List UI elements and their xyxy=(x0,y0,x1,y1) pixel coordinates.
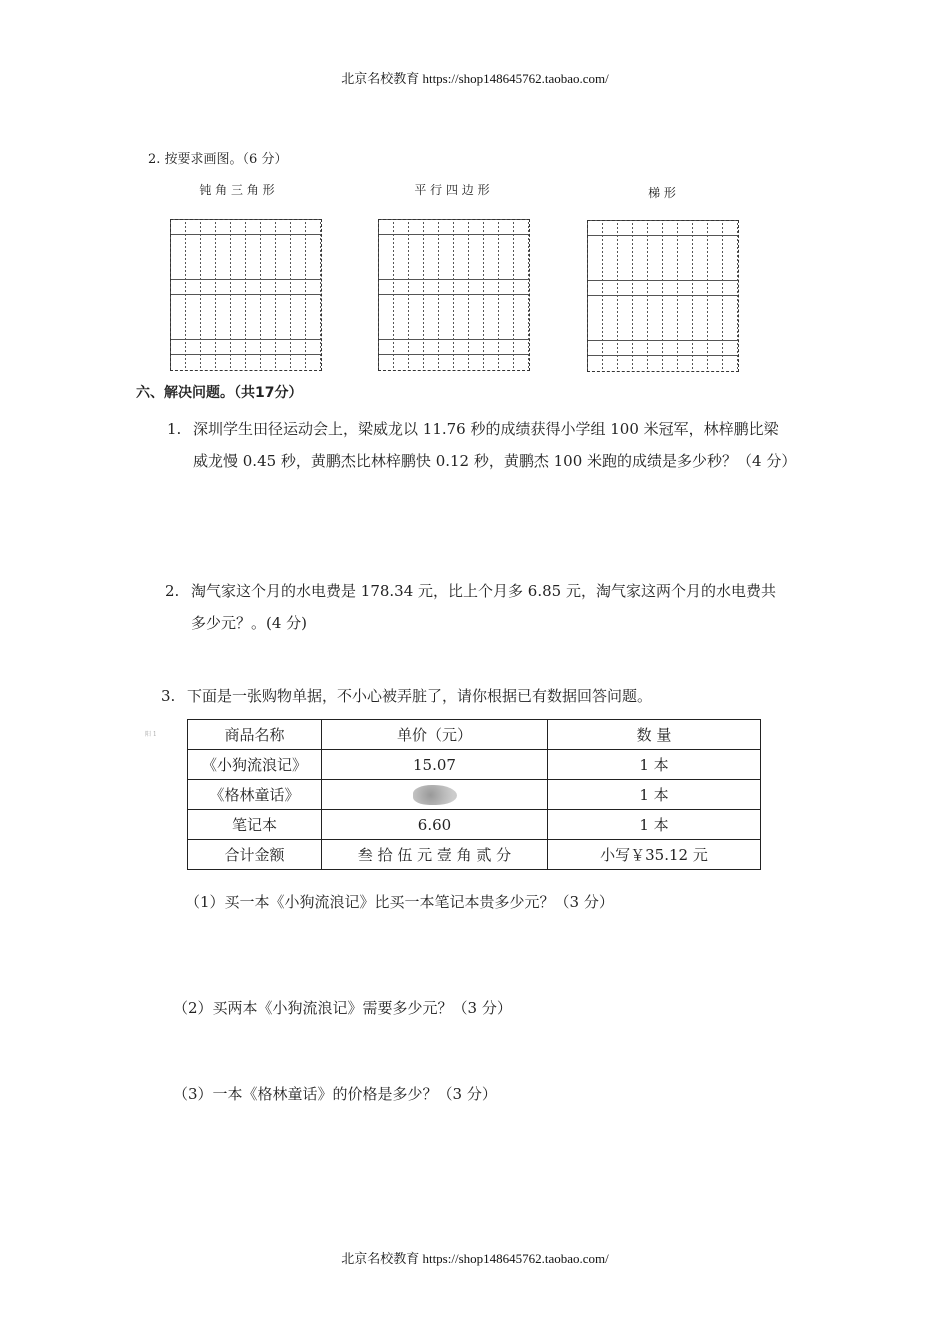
table-header-row xyxy=(188,720,761,750)
section-6-title: 六、解决问题。（共17分） xyxy=(136,385,303,401)
drawing-grid-3[interactable] xyxy=(587,220,739,372)
grid-label-parallelogram: 平 行 四 边 形 xyxy=(414,183,490,197)
question-2-title: 2. 按要求画图。（6 分） xyxy=(148,152,288,167)
subquestion-3: （3）一本《格林童话》的价格是多少？（3 分） xyxy=(173,1085,497,1103)
problem-1 xyxy=(167,413,796,477)
problem-3-number: 3. xyxy=(161,687,176,705)
total-label: 合计金额 xyxy=(188,840,322,870)
table-row xyxy=(188,810,761,840)
drawing-grid-1[interactable] xyxy=(170,219,322,371)
item-price-smudged xyxy=(322,780,548,810)
item-price: 6.60 xyxy=(322,810,548,840)
problem-1-line-2: 威龙慢 0.45 秒，黄鹏杰比林梓鹏快 0.12 秒，黄鹏杰 100 米跑的成绩是多少秒？（4 分） xyxy=(193,452,797,470)
page-footer: 北京名校教育 https://shop148645762.taobao.com/ xyxy=(341,1251,609,1266)
item-price: 15.07 xyxy=(322,750,548,780)
problem-1-number: 1. xyxy=(167,420,182,438)
tiny-mark: 阳 1 xyxy=(145,731,157,738)
total-chinese-amount: 叁 拾 伍 元 壹 角 贰 分 xyxy=(322,840,548,870)
table-total-row xyxy=(188,840,761,870)
page-header: 北京名校教育 https://shop148645762.taobao.com/ xyxy=(341,71,609,86)
item-quantity: 1 本 xyxy=(548,810,761,840)
item-name: 笔记本 xyxy=(188,810,322,840)
item-name: 《格林童话》 xyxy=(188,780,322,810)
header-unit-price: 单价（元） xyxy=(322,720,548,750)
problem-3 xyxy=(161,680,652,712)
grid-label-obtuse-triangle: 钝 角 三 角 形 xyxy=(199,183,275,197)
header-quantity: 数 量 xyxy=(548,720,761,750)
item-quantity: 1 本 xyxy=(548,780,761,810)
problem-1-line-1: 深圳学生田径运动会上，梁威龙以 11.76 秒的成绩获得小学组 100 米冠军，林梓鹏比梁 xyxy=(193,420,779,438)
problem-2 xyxy=(165,575,776,639)
grid-label-trapezoid: 梯 形 xyxy=(648,186,676,200)
table-row xyxy=(188,780,761,810)
item-quantity: 1 本 xyxy=(548,750,761,780)
problem-2-number: 2. xyxy=(165,582,180,600)
problem-2-line-2: 多少元？。(4 分) xyxy=(191,614,308,632)
drawing-grid-2[interactable] xyxy=(378,219,530,371)
table-row xyxy=(188,750,761,780)
smudge-stain xyxy=(413,785,457,805)
problem-2-line-1: 淘气家这个月的水电费是 178.34 元，比上个月多 6.85 元，淘气家这两个月的水电费共 xyxy=(191,582,776,600)
item-name: 《小狗流浪记》 xyxy=(188,750,322,780)
total-small-amount: 小写￥35.12 元 xyxy=(548,840,761,870)
subquestion-2: （2）买两本《小狗流浪记》需要多少元？（3 分） xyxy=(173,999,512,1017)
header-item-name: 商品名称 xyxy=(188,720,322,750)
shopping-receipt-table xyxy=(187,719,761,870)
subquestion-1: （1）买一本《小狗流浪记》比买一本笔记本贵多少元？（3 分） xyxy=(185,893,614,911)
problem-3-line-1: 下面是一张购物单据，不小心被弄脏了，请你根据已有数据回答问题。 xyxy=(187,687,653,705)
